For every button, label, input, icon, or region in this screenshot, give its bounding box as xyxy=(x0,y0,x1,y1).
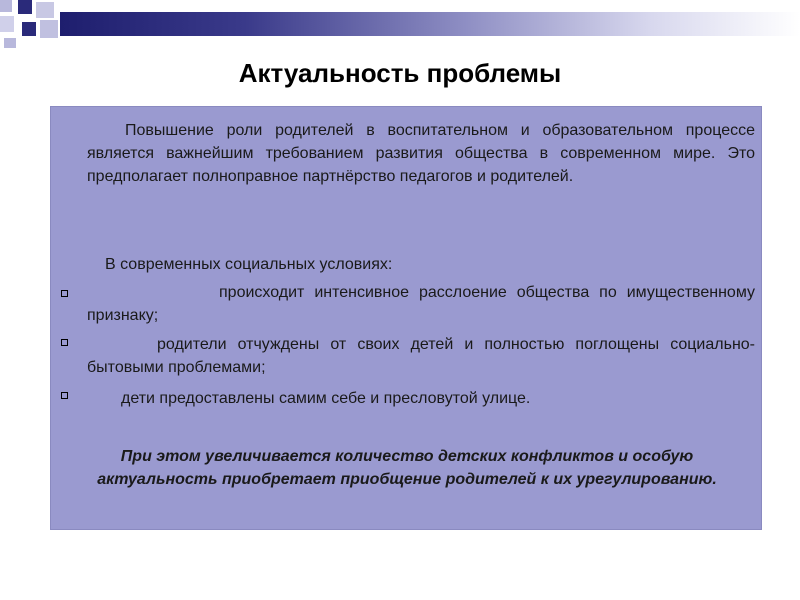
deco-square xyxy=(0,0,12,12)
bullet-item: происходит интенсивное расслоение общества по имущественному признаку; xyxy=(87,284,755,324)
bullet-square-icon xyxy=(61,392,68,399)
content-card xyxy=(50,106,762,530)
slide-title: Актуальность проблемы xyxy=(238,58,562,88)
bullet-square-icon xyxy=(61,290,68,297)
deco-square xyxy=(40,20,58,38)
deco-square xyxy=(18,0,32,14)
deco-square xyxy=(22,22,36,36)
bullet-item: родители отчуждены от своих детей и полностью поглощены социально-бытовыми проблемами; xyxy=(87,336,755,376)
bullet-square-icon xyxy=(61,339,68,346)
header-gradient-bar xyxy=(60,12,800,36)
intro-paragraph: Повышение роли родителей в воспитательном и образовательном процессе является важнейшим требованием развития общества в современном мире. Это предполагает полноправное партнёрство педагогов и родителей. xyxy=(87,122,755,185)
deco-square xyxy=(36,2,54,18)
bullet-item: дети предоставлены самим себе и пресловутой улице. xyxy=(121,390,531,407)
deco-square xyxy=(0,16,14,32)
lead-line: В современных социальных условиях: xyxy=(105,256,393,273)
conclusion-text: При этом увеличивается количество детских конфликтов и особую актуальность приобретает приобщение родителей к их урегулированию. xyxy=(97,448,717,488)
decorative-header xyxy=(0,0,800,60)
deco-square xyxy=(4,38,16,48)
